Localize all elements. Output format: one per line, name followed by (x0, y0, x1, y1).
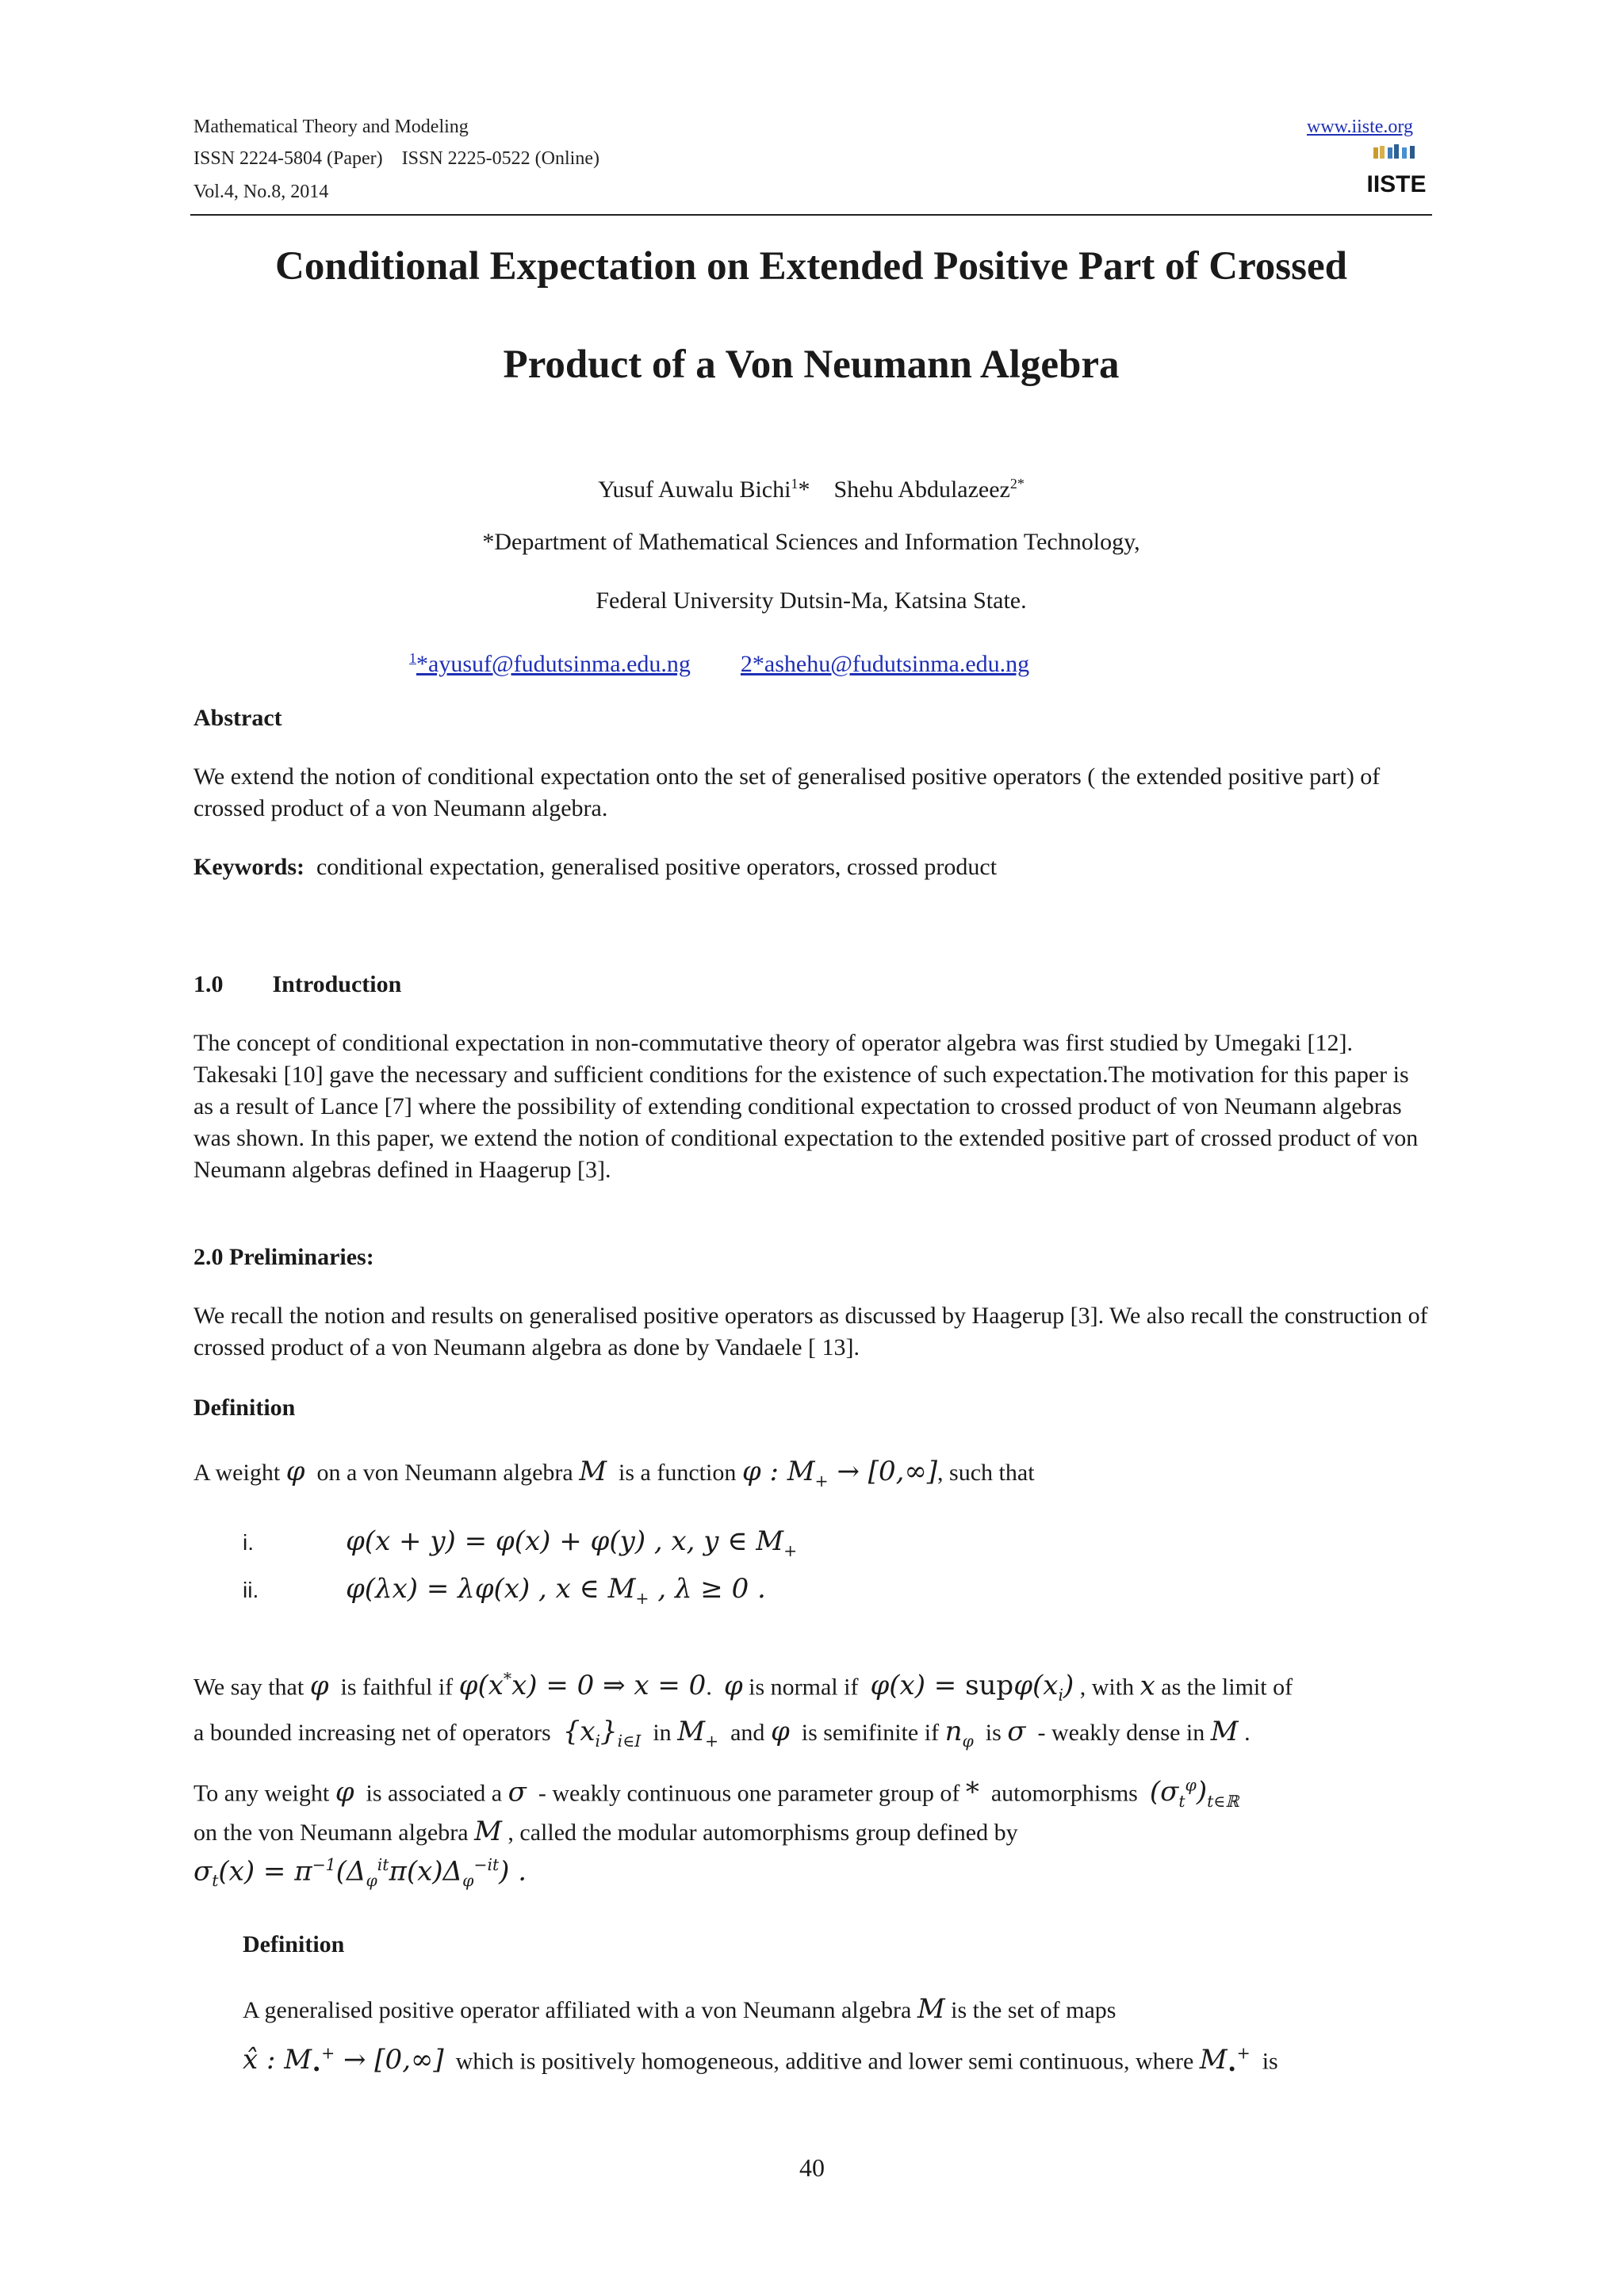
math-M: M (579, 1456, 607, 1487)
abstract-heading: Abstract (193, 705, 282, 731)
keywords-text: conditional expectation, generalised positive operators, crossed product (316, 854, 998, 880)
item-i-label: i. (243, 1530, 254, 1555)
text-span: is normal if (749, 1674, 859, 1701)
text-span: A generalised positive operator affiliated with a von Neumann algebra (243, 1997, 912, 2023)
generalised-line2 (243, 2038, 1432, 2085)
generalised-line1 (243, 1993, 1432, 2026)
modular-line (193, 1816, 1431, 1849)
math-M: M (474, 1816, 502, 1847)
author-1: Yusuf Auwalu Bichi (598, 476, 791, 503)
volume-line: Vol.4, No.8, 2014 (193, 182, 329, 202)
text-span: is a function (619, 1460, 737, 1486)
text-span: as the limit of (1161, 1674, 1293, 1701)
text-span: , such that (937, 1460, 1035, 1486)
author-1-mark: 1 (791, 476, 799, 492)
text-span: on the von Neumann algebra (193, 1820, 469, 1846)
math-M: M (917, 1993, 945, 2025)
faithful-line: We say that φ is faithful if φ(x*x) = 0 ⇒ x = 0. φ is normal if $\varphi(x) = sup\varphi(x_i)$ , with x as the limit of (193, 1670, 1293, 1705)
intro-text: The concept of conditional expectation in non-commutative theory of operator algebra was first studied by Umegaki [12]. Takesaki [10] gave the necessary and sufficient conditions for the existence of such expectation.The motivation for this paper is as a result of Lance [7] where the possibility of extending conditional expectation to crossed product of von Neumann algebras was shown. In this paper, we extend the notion of conditional expectation to the extended positive part of crossed product of von Neumann algebras defined in Haagerup [3]. (193, 1030, 1419, 1183)
logo-bars-icon (1373, 144, 1415, 159)
definition-heading-2: Definition (243, 1931, 345, 1957)
authors-line (190, 468, 1432, 506)
iiste-logo (1366, 143, 1427, 201)
text-span: in (653, 1720, 672, 1746)
text-span: We say that (193, 1674, 304, 1701)
math-Mplus: $M_+$ (677, 1716, 719, 1751)
formula-tail: , λ ≥ 0 . (649, 1573, 766, 1605)
page-number: 40 (799, 2153, 825, 2182)
text-span: which is positively homogeneous, additive and lower semi continuous, where (455, 2048, 1194, 2075)
weight-definition-line (193, 1456, 1431, 1497)
definition-heading-1: Definition (193, 1395, 296, 1421)
math-nphi: $n_\varphi$ (944, 1716, 974, 1751)
math-phi: φ (723, 1670, 743, 1702)
formula-text: φ(x + y) = φ(x) + φ(y) , x, y ∈ M (346, 1525, 784, 1557)
text-span: is the set of maps (951, 1997, 1116, 2023)
text-span: is associated a (366, 1780, 503, 1807)
math-normal: $\varphi(x) = sup\varphi(x_i)$ (870, 1670, 1074, 1705)
text-span: A weight (193, 1460, 281, 1486)
net-line: a bounded increasing net of operators $\{x_i\}_{i\in I}$ in $M_+$ and φ is semifinite if $n_\varphi$ is σ - weakly dense in M . (193, 1716, 1251, 1751)
math-x: x (1139, 1670, 1155, 1702)
formula-text: φ(λx) = λφ(x) , x ∈ M (346, 1573, 636, 1605)
text-span: is (1262, 2048, 1278, 2075)
text-span: - weakly dense in (1037, 1720, 1205, 1746)
math-M: M (1210, 1716, 1239, 1747)
author-1-star: * (798, 476, 810, 503)
email-2-link[interactable]: 2*ashehu@fudutsinma.edu.ng (740, 651, 1030, 677)
intro-number: 1.0 (193, 971, 224, 997)
website-link[interactable]: www.iiste.org (1307, 117, 1413, 137)
text-span: is (985, 1720, 1002, 1746)
math-sigma: σ (1007, 1716, 1026, 1747)
math-phi: φ (770, 1716, 790, 1747)
math-faithful: φ(x*x) = 0 ⇒ x = 0 (458, 1670, 707, 1702)
text-span: , called the modular automorphisms group defined by (508, 1820, 1018, 1846)
math-function: φ : $M_+ \to [0,\infty]$ (741, 1456, 938, 1490)
math-star: * (965, 1776, 979, 1808)
journal-name: Mathematical Theory and Modeling (193, 117, 469, 137)
author-2: Shehu Abdulazeez (833, 476, 1010, 503)
keywords-line (193, 851, 1431, 883)
prelim-heading: 2.0 Preliminaries: (193, 1244, 374, 1270)
modular-formula: $\sigma_t(x) = \pi^{-1}(\Delta_\varphi^{it}\pi(x)\Delta_\varphi^{-it})$ . (193, 1855, 527, 1891)
math-sigma: σ (508, 1776, 527, 1808)
math-xhat-map: x̂ : $M_•^+ \to [0,\infty]$ (243, 2044, 444, 2080)
math-net: $\{x_i\}_{i\in I}$ (562, 1716, 642, 1751)
email-1-link[interactable]: *ayusuf@fudutsinma.edu.ng (416, 651, 691, 677)
intro-title: Introduction (272, 971, 402, 997)
math-phi: φ (309, 1670, 329, 1702)
item-i-formula: φ(x + y) = φ(x) + φ(y) , x, y ∈ $M_+$ (346, 1525, 798, 1560)
intro-heading (193, 969, 1431, 1001)
keywords-label: Keywords: (193, 854, 304, 880)
text-span: To any weight (193, 1780, 330, 1807)
header-rule (190, 214, 1432, 216)
text-span: - weakly continuous one parameter group of (538, 1780, 960, 1807)
affiliation-line2: Federal University Dutsin-Ma, Katsina State. (596, 587, 1027, 614)
math-Mdot-plus: $M_•^+$ (1199, 2044, 1251, 2080)
text-span: on a von Neumann algebra (316, 1460, 573, 1486)
text-span: is semifinite if (801, 1720, 940, 1746)
text-span: automorphisms (990, 1780, 1138, 1807)
item-ii-formula: φ(λx) = λφ(x) , x ∈ $M_+$ , λ ≥ 0 . (346, 1573, 766, 1608)
item-ii-label: ii. (243, 1578, 259, 1602)
logo-text: IISTE (1366, 171, 1427, 197)
issn-line: ISSN 2224-5804 (Paper) ISSN 2225-0522 (Online) (193, 148, 599, 169)
text-span: and (730, 1720, 765, 1746)
math-phi: φ (335, 1776, 354, 1808)
paper-title-line1: Conditional Expectation on Extended Positive Part of Crossed (275, 244, 1347, 289)
automorphism-line (193, 1770, 1431, 1817)
prelim-text: We recall the notion and results on generalised positive operators as discussed by Haagerup [3]. We also recall the construction of crossed product of a von Neumann algebra as done by Vandaele [ 13]. (193, 1303, 1428, 1360)
author-2-mark: 2* (1009, 476, 1025, 492)
text-span: a bounded increasing net of operators (193, 1720, 551, 1746)
math-phi: φ (285, 1456, 305, 1487)
text-span: is faithful if (340, 1674, 454, 1701)
emails-line (409, 642, 1029, 680)
abstract-text: We extend the notion of conditional expectation onto the set of generalised positive operators ( the extended positive part) of crossed product of a von Neumann algebra. (193, 763, 1381, 821)
affiliation-line1: *Department of Mathematical Sciences and Information Technology, (482, 529, 1140, 555)
email-1-mark: 1 (409, 650, 416, 666)
paper-title-line2: Product of a Von Neumann Algebra (503, 342, 1120, 387)
text-span: , with (1079, 1674, 1135, 1701)
math-modular-group: $(\sigma_t^\varphi)_{t\in ℝ}$ (1149, 1776, 1239, 1812)
